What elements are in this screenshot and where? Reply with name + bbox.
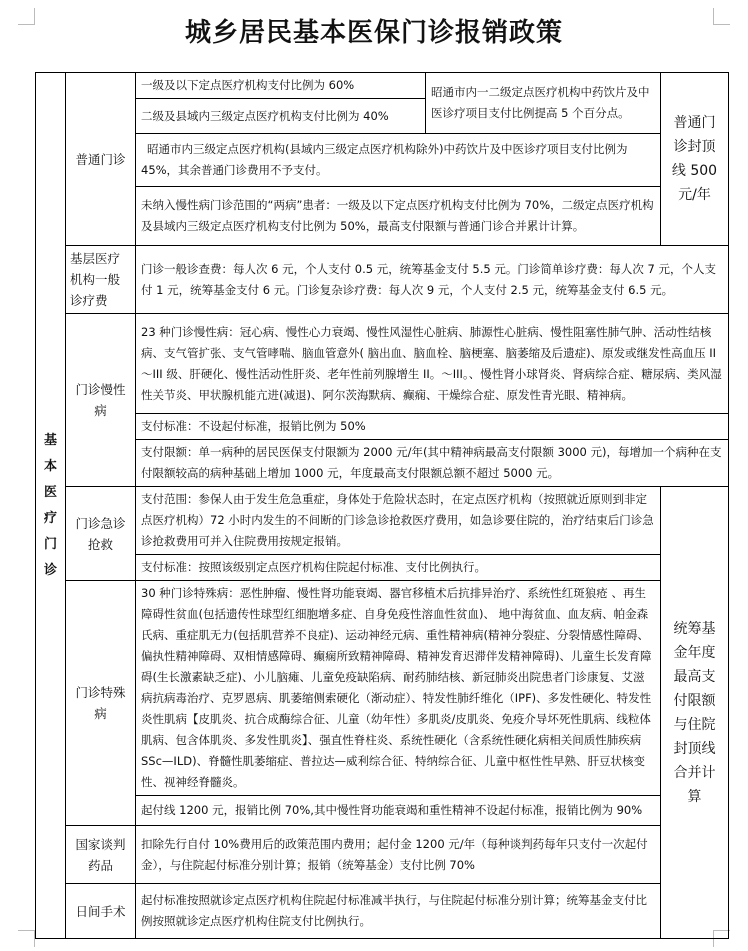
special-list: 30 种门诊特殊病：恶性肿瘤、慢性肾功能衰竭、器官移植术后抗排异治疗、系统性红斑狼疮 、再生障碍性贫血(包括遗传性球型红细胞增多症、自身免疫性溶血性贫血)、 地中海贫血、血友病、帕金森氏病、重症肌无力(包括肌营养不良症)、运动神经元病、重性精神病(精神分裂症、分裂情感性障碍、偏执性精神障碍、双相情感障碍、癫痫所致精神障碍、精神发育迟滞伴发精神障碍)、儿童生长发育障碍(生长激素缺乏症)、小儿脑瘫、儿童免疫缺陷病、耐药肺结核、新冠肺炎出院患者门诊康复、艾滋病抗病毒治疗、克罗恩病、肌萎缩侧索硬化（渐动症）、特发性肺纤维化（IPF)、多发性硬化、特发性炎性肌病【皮肌炎、抗合成酶综合征、儿童（幼年性）多肌炎/皮肌炎、免疫介导坏死性肌病、线粒体肌病、包含体肌炎、多发性肌炎】、强直性脊柱炎、系统性硬化（含系统性硬化病相关间质性肺疾病 SSc—ILD)、脊髓性肌萎缩症、普拉达—威利综合征、特纳综合征、儿童中枢性性早熟、肝豆状核变性、视神经脊髓炎。 xyxy=(136,581,661,796)
emergency-standard: 支付标准：按照该级别定点医疗机构住院起付标准、支付比例执行。 xyxy=(136,555,661,581)
grassroots-text: 门诊一般诊查费：每人次 6 元，个人支付 0.5 元，统筹基金支付 5.5 元。门诊简单诊疗费：每人次 7 元，个人支付 1 元，统筹基金支付 6 元。门诊复杂诊疗费：每人次 9 元，个人支付 2.5 元，统筹基金支付 6.5 元。 xyxy=(136,246,729,314)
negotiated-text: 扣除先行自付 10%费用后的政策范围内费用；起付金 1200 元/年（每种谈判药每年只支付一次起付金），与住院起付标准分别计算；报销（统筹基金）支付比例 70% xyxy=(136,826,661,884)
day-surgery-label: 日间手术 xyxy=(66,884,136,939)
chronic-standard: 支付标准：不设起付标准，报销比例为 50% xyxy=(136,414,729,440)
chronic-limit: 支付限额：单一病种的居民医保支付限额为 2000 元/年(其中精神病最高支付限额 3000 元)，每增加一个病种在支付限额较高的病种基础上增加 1000 元，年度最高支付限额总额不超过 5000 元。 xyxy=(136,440,729,487)
category-cell: 基本医疗门诊 xyxy=(36,73,66,939)
emergency-label: 门诊急诊抢救 xyxy=(66,487,136,581)
page-title: 城乡居民基本医保门诊报销政策 xyxy=(184,18,563,48)
general-label: 普通门诊 xyxy=(66,73,136,246)
combined-cap: 统筹基金年度最高支付限额与住院封顶线合并计算 xyxy=(661,487,729,939)
policy-table xyxy=(35,72,729,939)
emergency-scope: 支付范围：参保人由于发生危急重症，身体处于危险状态时，在定点医疗机构（按照就近原则到非定点医疗机构）72 小时内发生的不间断的门诊急诊抢救医疗费用，如急诊要住院的，治疗结束后门诊急诊抢救费用可并入住院费用按规定报销。 xyxy=(136,487,661,555)
general-rate-level1: 一级及以下定点医疗机构支付比例为 60% xyxy=(136,73,426,99)
general-tcm-note: 昭通市内一二级定点医疗机构中药饮片及中医诊疗项目支付比例提高 5 个百分点。 xyxy=(426,73,661,134)
general-cap: 普通门诊封顶线 500 元/年 xyxy=(661,73,729,246)
grassroots-label: 基层医疗机构一般诊疗费 xyxy=(66,246,136,314)
general-level3: 昭通市内三级定点医疗机构(县域内三级定点医疗机构除外)中药饮片及中医诊疗项目支付比例为45%，其余普通门诊费用不予支付。 xyxy=(136,134,661,187)
special-label: 门诊特殊病 xyxy=(66,581,136,826)
chronic-list: 23 种门诊慢性病：冠心病、慢性心力衰竭、慢性风湿性心脏病、肺源性心脏病、慢性阻塞性肺气肿、活动性结核病、支气管扩张、支气管哮喘、脑血管意外( 脑出血、脑血栓、脑梗塞、脑萎缩及后遗症)、原发或继发性高血压 II ～III 级、肝硬化、慢性活动性肝炎、老年性前列腺增生 II。～III。、慢性肾小球肾炎、肾病综合症、糖尿病、类风湿性关节炎、甲状腺机能亢进(减退)、阿尔茨海默病、癫痫、干燥综合症、原发性青光眼、精神病。 xyxy=(136,314,729,414)
day-surgery-text: 起付标准按照就诊定点医疗机构住院起付标准减半执行，与住院起付标准分别计算；统筹基金支付比例按照就诊定点医疗机构住院支付比例执行。 xyxy=(136,884,661,939)
general-rate-level2: 二级及县域内三级定点医疗机构支付比例为 40% xyxy=(136,99,426,134)
page-corner-mark xyxy=(18,930,35,947)
negotiated-label: 国家谈判药品 xyxy=(66,826,136,884)
special-standard: 起付线 1200 元，报销比例 70%,其中慢性肾功能衰竭和重性精神不设起付标准，报销比例为 90% xyxy=(136,796,661,826)
general-two-diseases: 未纳入慢性病门诊范围的“两病”患者：一级及以下定点医疗机构支付比例为 70%，二级定点医疗机构及县域内三级定点医疗机构支付比例为 50%，最高支付限额与普通门诊合并累计计算。 xyxy=(136,187,661,246)
chronic-label: 门诊慢性病 xyxy=(66,314,136,487)
